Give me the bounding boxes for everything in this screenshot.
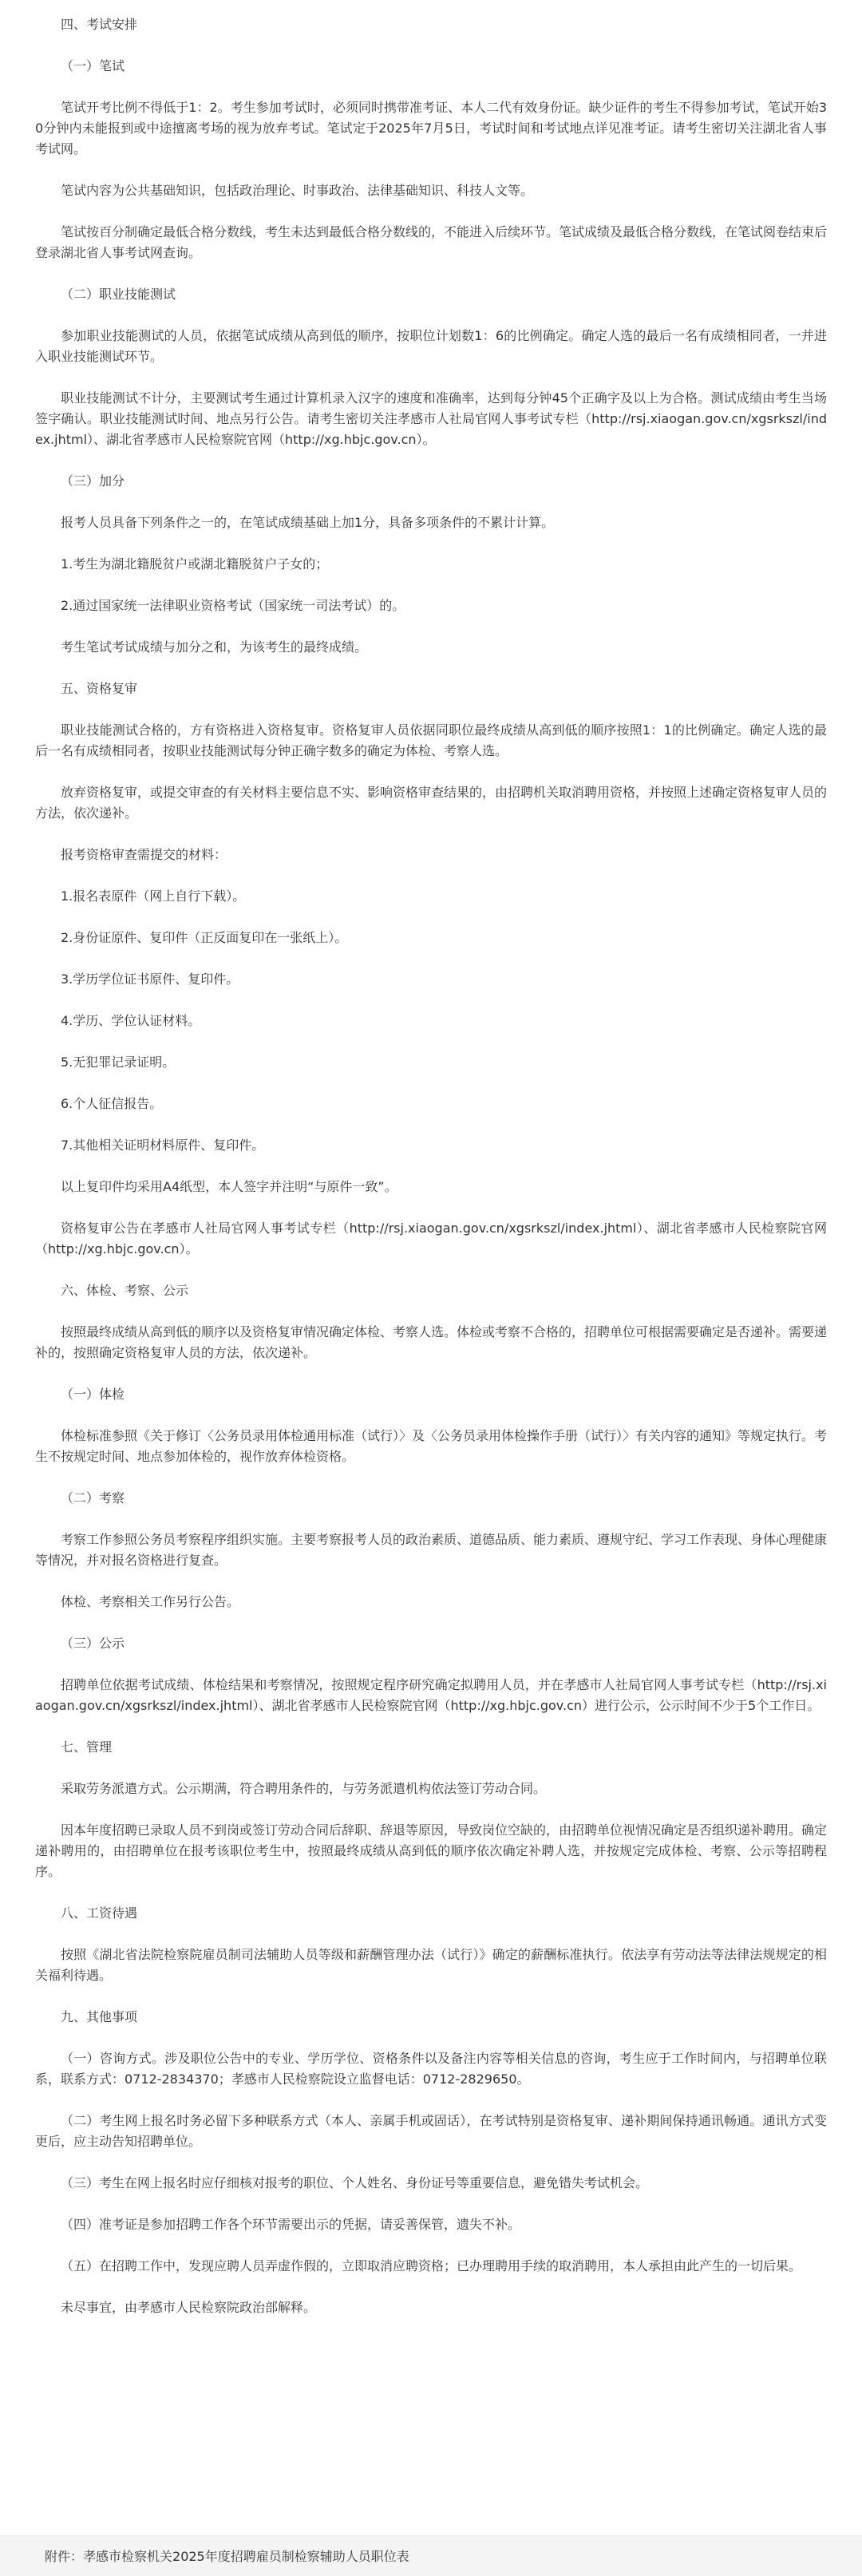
paragraph: 3.学历学位证书原件、复印件。 [61,971,239,987]
paragraph-spacer [35,1363,827,1384]
paragraph: 7.其他相关证明材料原件、复印件。 [61,1138,265,1153]
paragraph-spacer [35,367,827,388]
section-heading: （二）职业技能测试 [61,287,176,302]
paragraph-spacer [35,907,827,928]
paragraph: （四）准考证是参加招聘工作各个环节需要出示的凭据，请妥善保管，遗失不补。 [61,2217,521,2232]
paragraph-spacer [35,616,827,637]
paragraph-spacer [35,450,827,471]
paragraph: 考生笔试考试成绩与加分之和，为该考生的最终成绩。 [61,639,368,655]
paragraph-spacer [35,1156,827,1177]
section-heading: 八、工资待遇 [61,1905,138,1921]
paragraph-spacer [35,1571,827,1592]
paragraph: 报考人员具备下列条件之一的，在笔试成绩基础上加1分，具备多项条件的不累计计算。 [61,515,555,530]
attachment-bar [0,2535,862,2576]
paragraph: 职业技能测试合格的，方有资格进入资格复审。资格复审人员依据同职位最终成绩从高到低的顺序按照1：1的比例确定。确定人选的最后一名有成绩相同者，按职业技能测试每分钟正确字数多的确定为体检、考察人选。 [35,722,827,758]
paragraph-spacer [35,1882,827,1903]
paragraph-spacer [35,1114,827,1135]
paragraph: 职业技能测试不计分，主要测试考生通过计算机录入汉字的速度和准确率，达到每分钟45个正确字及以上为合格。测试成绩由考生当场签字确认。职业技能测试时间、地点另行公告。请考生密切关注孝感市人社局官网人事考试专栏（http://rsj.xiaogan.gov.cn/xgsrkszl/index.jhtml）、湖北省孝感市人民检察院官网（http://xg.hbjc.gov.cn）。 [35,390,827,447]
paragraph-spacer [35,1924,827,1945]
paragraph-spacer [35,201,827,222]
section-heading: 六、体检、考察、公示 [61,1283,189,1298]
paragraph-spacer [35,1260,827,1280]
paragraph: 按照最终成绩从高到低的顺序以及资格复审情况确定体检、考察人选。体检或考察不合格的，招聘单位可根据需要确定是否递补。需要递补的，按照确定资格复审人员的方法，依次递补。 [35,1324,828,1360]
paragraph: 招聘单位依据考试成绩、体检结果和考察情况，按照规定程序研究确定拟聘用人员，并在孝感市人社局官网人事考试专栏（http://rsj.xiaogan.gov.cn/xgsrkszl/index.jhtml）、湖北省孝感市人民检察院官网（http://xg.hbjc.gov.cn）进行公示，公示时间不少于5个工作日。 [35,1677,827,1713]
paragraph: 笔试开考比例不得低于1：2。考生参加考试时，必须同时携带准考证、本人二代有效身份证。缺少证件的考生不得参加考试，笔试开始30分钟内未能报到或中途擅离考场的视为放弃考试。笔试定于2025年7月5日，考试时间和考试地点详见准考证。请考生密切关注湖北省人事考试网。 [35,100,827,156]
section-heading: 五、资格复审 [61,681,138,696]
paragraph: 1.报名表原件（网上自行下载）。 [61,888,246,904]
paragraph: 1.考生为湖北籍脱贫户或湖北籍脱贫户子女的； [61,556,329,572]
paragraph-spacer [35,2194,827,2214]
paragraph-spacer [35,1986,827,2007]
paragraph: 资格复审公告在孝感市人社局官网人事考试专栏（http://rsj.xiaogan.gov.cn/xgsrkszl/index.jhtml）、湖北省孝感市人民检察院官网（http://xg.hbjc.gov.cn）。 [35,1221,827,1256]
section-heading: 七、管理 [61,1739,113,1755]
paragraph-spacer [35,1758,827,1779]
paragraph: （一）咨询方式。涉及职位公告中的专业、学历学位、资格条件以及备注内容等相关信息的咨询，考生应于工作时间内，与招聘单位联系，联系方式：0712-2834370；孝感市人民检察院设立监督电话：0712-2829650。 [35,2051,827,2087]
section-heading: （一）笔试 [61,58,125,73]
section-heading: （二）考察 [61,1490,125,1506]
paragraph-spacer [35,2152,827,2173]
paragraph-spacer [35,1467,827,1488]
section-heading: 四、考试安排 [61,17,138,32]
attachment-prefix: 附件： [45,2549,84,2564]
paragraph-spacer [35,865,827,886]
section-heading: （一）体检 [61,1387,125,1402]
paragraph-spacer [35,77,827,97]
paragraph-spacer [35,2090,827,2111]
paragraph-spacer [35,2277,827,2297]
paragraph: 放弃资格复审，或提交审查的有关材料主要信息不实、影响资格审查结果的，由招聘机关取消聘用资格，并按照上述确定资格复审人员的方法，依次递补。 [35,785,828,821]
paragraph-spacer [35,1716,827,1737]
paragraph-spacer [35,1612,827,1633]
paragraph: （三）考生在网上报名时应仔细核对报考的职位、个人姓名、身份证号等重要信息，避免错失考试机会。 [61,2175,649,2190]
paragraph-spacer [35,305,827,326]
paragraph-spacer [35,2028,827,2048]
paragraph: 笔试内容为公共基础知识，包括政治理论、时事政治、法律基础知识、科技人文等。 [61,183,534,198]
paragraph-spacer [35,263,827,284]
paragraph: （二）考生网上报名时务必留下多种联系方式（本人、亲属手机或固话），在考试特别是资格复审、递补期间保持通讯畅通。通讯方式变更后，应主动告知招聘单位。 [35,2113,827,2149]
paragraph-spacer [35,1301,827,1322]
paragraph-spacer [35,658,827,679]
paragraph-spacer [35,1073,827,1094]
paragraph-spacer [35,492,827,512]
paragraph-spacer [35,1197,827,1218]
paragraph: 笔试按百分制确定最低合格分数线，考生未达到最低合格分数线的，不能进入后续环节。笔试成绩及最低合格分数线，在笔试阅卷结束后登录湖北省人事考试网查询。 [35,224,828,260]
paragraph: 2.身份证原件、复印件（正反面复印在一张纸上）。 [61,930,348,945]
paragraph: 报考资格审查需提交的材料： [61,847,227,862]
paragraph: 按照《湖北省法院检察院雇员制司法辅助人员等级和薪酬管理办法（试行）》确定的薪酬标准执行。依法享有劳动法等法律法规规定的相关福利待遇。 [35,1947,827,1983]
paragraph: 未尽事宜，由孝感市人民检察院政治部解释。 [61,2300,317,2315]
paragraph-spacer [35,1799,827,1820]
paragraph: 考察工作参照公务员考察程序组织实施。主要考察报考人员的政治素质、道德品质、能力素质、遵规守纪、学习工作表现、身体心理健康等情况，并对报名资格进行复查。 [35,1532,828,1568]
paragraph-spacer [35,2235,827,2256]
paragraph-spacer [35,699,827,720]
section-heading: （三）加分 [61,473,125,489]
paragraph-spacer [35,575,827,596]
paragraph-spacer [35,1405,827,1426]
paragraph-spacer [35,824,827,845]
paragraph-spacer [35,533,827,554]
paragraph-spacer [35,35,827,56]
paragraph: 因本年度招聘已录取人员不到岗或签订劳动合同后辞职、辞退等原因，导致岗位空缺的，由招聘单位视情况确定是否组织递补聘用。确定递补聘用的，由招聘单位在报考该职位考生中，按照最终成绩从高到低的顺序依次确定补聘人选，并按规定完成体检、考察、公示等招聘程序。 [35,1822,828,1879]
paragraph-spacer [35,1654,827,1675]
paragraph-spacer [35,160,827,180]
paragraph: 6.个人征信报告。 [61,1096,163,1111]
paragraph: 5.无犯罪记录证明。 [61,1055,176,1070]
section-heading: 九、其他事项 [61,2009,138,2024]
section-heading: （三）公示 [61,1636,125,1651]
paragraph: 体检标准参照《关于修订〈公务员录用体检通用标准（试行）〉及〈公务员录用体检操作手册（试行）〉有关内容的通知》等规定执行。考生不按规定时间、地点参加体检的，视作放弃体检资格。 [35,1428,828,1464]
paragraph: （五）在招聘工作中，发现应聘人员弄虚作假的，立即取消应聘资格；已办理聘用手续的取消聘用，本人承担由此产生的一切后果。 [61,2258,802,2273]
paragraph: 体检、考察相关工作另行公告。 [61,1594,240,1609]
paragraph: 2.通过国家统一法律职业资格考试（国家统一司法考试）的。 [61,598,405,613]
paragraph: 4.学历、学位认证材料。 [61,1013,201,1028]
attachment-link[interactable]: 孝感市检察机关2025年度招聘雇员制检察辅助人员职位表 [83,2549,409,2564]
paragraph: 以上复印件均采用A4纸型，本人签字并注明“与原件一致”。 [61,1179,397,1194]
paragraph-spacer [35,1031,827,1052]
paragraph-spacer [35,762,827,782]
paragraph-spacer [35,990,827,1011]
paragraph: 参加职业技能测试的人员，依据笔试成绩从高到低的顺序，按职位计划数1：6的比例确定。确定人选的最后一名有成绩相同者，一并进入职业技能测试环节。 [35,328,827,364]
paragraph: 采取劳务派遣方式。公示期满，符合聘用条件的，与劳务派遣机构依法签订劳动合同。 [61,1781,547,1796]
paragraph-spacer [35,948,827,969]
paragraph-spacer [35,1509,827,1529]
